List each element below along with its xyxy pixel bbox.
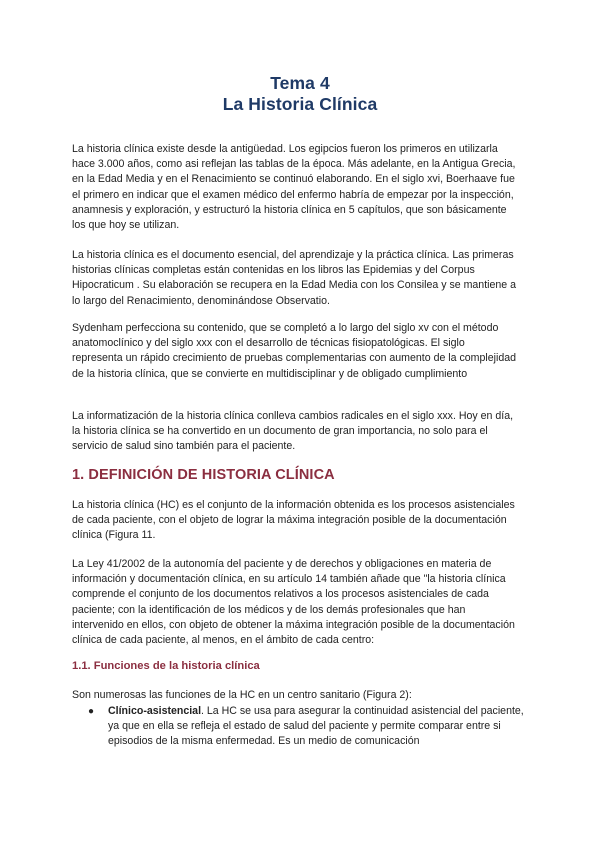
- subsection-heading: 1.1. Funciones de la historia clínica: [72, 660, 260, 672]
- definition-paragraph-1: La historia clínica (HC) es el conjunto de la información obtenida es los procesos asistenciales de cada paciente, con el objeto de lograr la máxima integración posible de la documentación clínica (Figura 11.: [72, 499, 515, 542]
- intro-paragraph-2: La historia clínica es el documento esencial, del aprendizaje y la práctica clínica. Las primeras historias clínicas completas están contenidas en los libros las Epidemias y del Corpus Hipocraticum . Su elaboración se recupera en la Edad Media con los Consilea y se mantiene a lo largo del Renacimiento, denominándose Observatio.: [72, 249, 517, 307]
- list-item-term: Clínico-asistencial: [108, 705, 202, 717]
- list-item-text: [108, 704, 528, 750]
- intro-paragraph-1: La historia clínica existe desde la antigüedad. Los egipcios fueron los primeros en utilizarla hace 3.000 años, como asi reflejan las tablas de la época. Más adelante, en la Antigua Grecia, en la Edad Media y en el Renacimiento se continuó elaborando. En el siglo xvi, Boerhaave fue el primero en indicar que el examen médico del enfermo habría de empezar por la inspección, anamnesis y exploración, y estructuró la historia clínica en 5 capítulos, que son básicamente los que hoy se utilizan.: [72, 143, 516, 232]
- page-title: La Historia Clínica: [222, 94, 378, 114]
- functions-intro: Son numerosas las funciones de la HC en un centro sanitario (Figura 2):: [72, 689, 412, 701]
- intro-paragraph-3: Sydenham perfecciona su contenido, que se completó a lo largo del siglo xv con el método anatomoclínico y del siglo xxx con el desarrollo de técnicas fisiopatológicas. El siglo representa un rápido crecimiento de pruebas complementarias con aumento de la complejidad de la historia clínica, que se convierte en multidisciplinar y de obligado cumplimiento: [72, 322, 517, 380]
- definition-paragraph-2: La Ley 41/2002 de la autonomía del paciente y de derechos y obligaciones en materia de información y documentación clínica, en su artículo 14 también añade que "la historia clínica comprende el conjunto de los documentos relativos a los procesos asistenciales de cada paciente; con la identificación de los médicos y de los demás profesionales que han intervenido en ellos, con objeto de obtener la máxima integración posible de la documentación clínica de cada paciente, al menos, en el ámbito de cada centro:: [72, 558, 515, 647]
- intro-paragraph-4: La informatización de la historia clínica conlleva cambios radicales en el siglo xxx. Hoy en día, la historia clínica se ha convertido en un documento de gran importancia, no solo para el servicio de salud sino también para el paciente.: [72, 410, 514, 453]
- chapter-label: Tema 4: [270, 73, 330, 93]
- section-heading: 1. DEFINICIÓN DE HISTORIA CLÍNICA: [72, 467, 335, 483]
- list-item-body: . La HC se usa para asegurar la continuidad asistencial del paciente, ya que en ella se refleja el estado de salud del paciente y permite comparar entre si episodios de la misma enfermedad. Es un medio de comunicación: [108, 705, 524, 748]
- bullet-icon: ●: [88, 706, 95, 717]
